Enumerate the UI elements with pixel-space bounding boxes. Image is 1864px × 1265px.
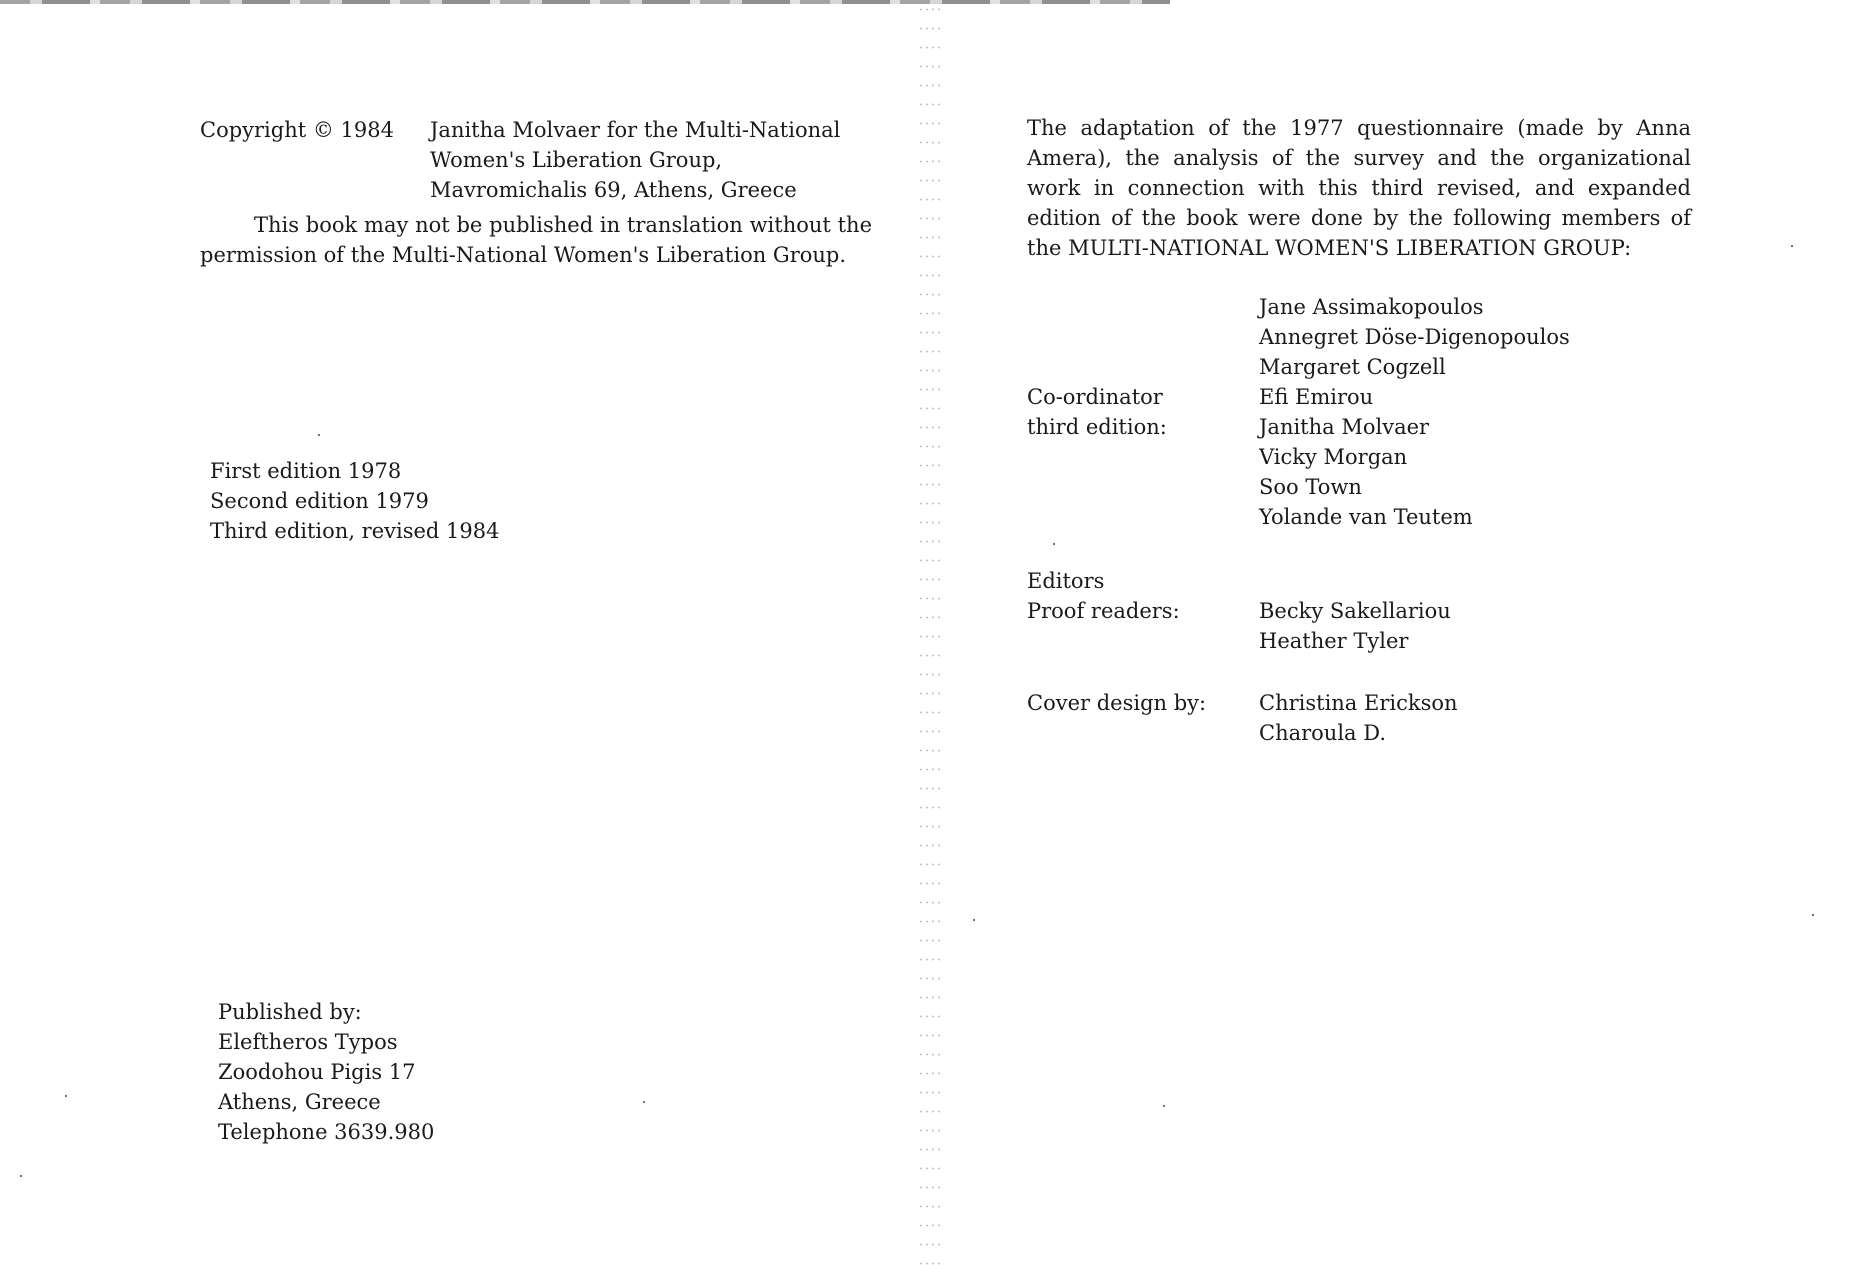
publisher-line: Athens, Greece (218, 1090, 381, 1114)
publisher-line: Published by: (218, 1000, 362, 1024)
member-name: Margaret Cogzell (1259, 355, 1446, 379)
intro-paragraph: The adaptation of the 1977 questionnaire (made by Anna Amera), the analysis of the survey and the organizational work in connection with this third revised, and expanded edition of the book were done by the following members of the MULTI-NATIONAL WOMEN'S LIBERATION GROUP: (1027, 116, 1691, 260)
right-page (920, 0, 1864, 1265)
edition-line: Third edition, revised 1984 (210, 519, 500, 543)
cover-label: Cover design by: (1027, 691, 1207, 715)
member-name: Yolande van Teutem (1259, 505, 1473, 529)
member-name: Annegret Döse-Digenopoulos (1259, 325, 1570, 349)
left-page (0, 0, 920, 1265)
editors-label (1027, 566, 1180, 626)
member-name: Efi Emirou (1259, 385, 1374, 409)
member-names (1259, 292, 1570, 532)
coordinator-label-line: third edition: (1027, 415, 1167, 439)
member-name: Vicky Morgan (1259, 445, 1408, 469)
copyright-holder-line: Women's Liberation Group, (430, 148, 723, 172)
cover-designer-name: Christina Erickson (1259, 691, 1458, 715)
cover-credits (920, 688, 1864, 758)
rights-text: This book may not be published in translation without the permission of the Multi-National Women's Liberation Group. (200, 213, 872, 267)
editors-credits (920, 566, 1864, 653)
member-name: Jane Assimakopoulos (1259, 295, 1484, 319)
publisher-line: Telephone 3639.980 (218, 1120, 435, 1144)
edition-history (210, 456, 499, 546)
member-name: Soo Town (1259, 475, 1362, 499)
edition-line: Second edition 1979 (210, 489, 429, 513)
member-name: Janitha Molvaer (1259, 415, 1430, 439)
editors-label-line: Editors (1027, 569, 1105, 593)
editors-label-line: Proof readers: (1027, 599, 1180, 623)
rights-notice (200, 210, 872, 270)
publisher-line: Zoodohou Pigis 17 (218, 1060, 416, 1084)
copyright-holder-line: Mavromichalis 69, Athens, Greece (430, 178, 797, 202)
publisher-line: Eleftheros Typos (218, 1030, 398, 1054)
members-credits (920, 292, 1864, 542)
cover-names (1259, 688, 1458, 748)
copyright-holder (430, 115, 840, 205)
copyright-holder-line: Janitha Molvaer for the Multi-National (430, 118, 841, 142)
cover-designer-name: Charoula D. (1259, 721, 1386, 745)
editor-name: Heather Tyler (1259, 629, 1409, 653)
coordinator-label-line: Co-ordinator (1027, 385, 1163, 409)
publisher-info (218, 997, 434, 1147)
coordinator-label (1027, 382, 1167, 442)
editor-names (1259, 596, 1451, 656)
editor-name: Becky Sakellariou (1259, 599, 1451, 623)
copyright-label: Copyright © 1984 (200, 118, 394, 142)
edition-line: First edition 1978 (210, 459, 402, 483)
